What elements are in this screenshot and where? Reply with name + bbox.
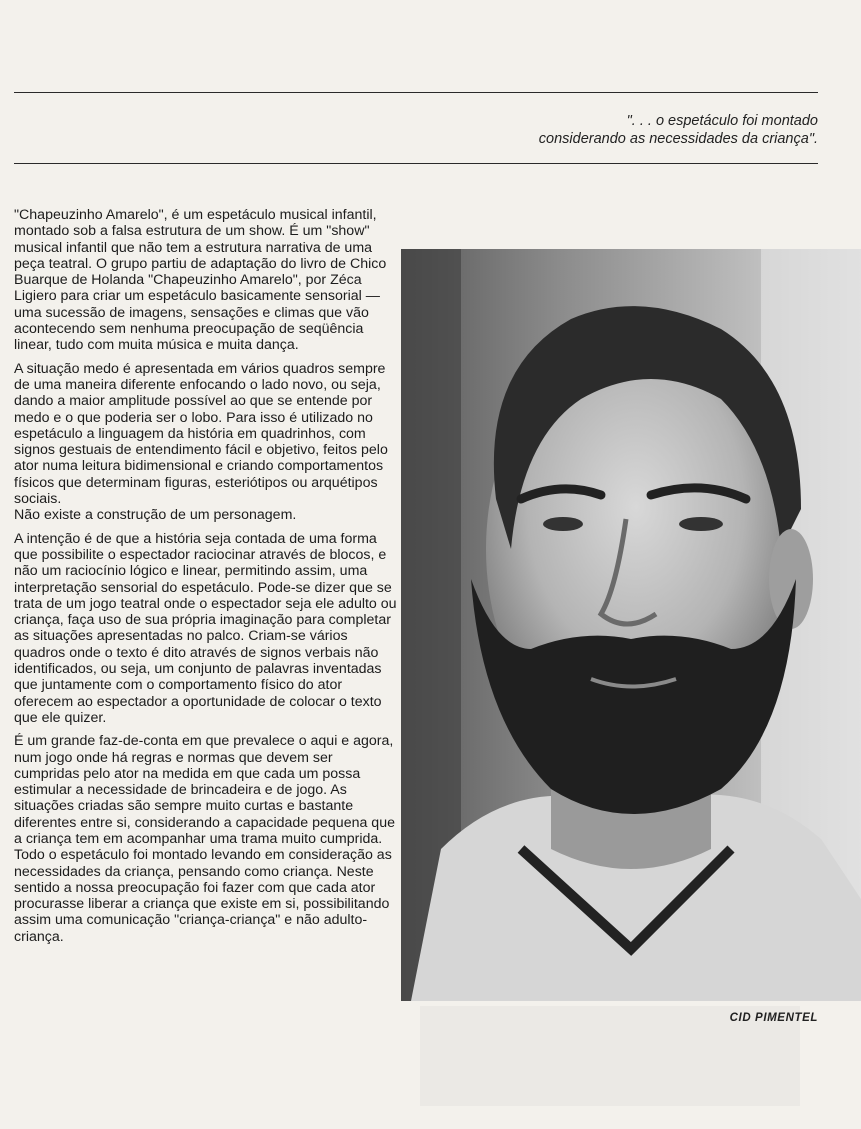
portrait-photo xyxy=(401,249,861,1001)
bottom-rule xyxy=(14,163,818,164)
paragraph-5: É um grande faz-de-conta em que prevalece o aqui e agora, num jogo onde há regras e normas que devem ser cumpridas pelo ator na medida em que cada um possa estimular a necessidade de brincadeira e de jogo. As situações criadas são sempre muito curtas e bastante diferentes entre si, considerando a capacidade pequena que a criança tem em acompanhar uma trama muito cumprida. xyxy=(14,733,395,847)
top-rule xyxy=(14,92,818,93)
paragraph-3: Não existe a construção de um personagem. xyxy=(14,507,297,524)
paragraph-2: A situação medo é apresentada em vários quadros sempre de uma maneira diferente enfocando o lado novo, ou seja, dando a maior amplitude possível ao que se entende por medo e o que poderia ser o lobo. Para isso é utilizado no espetáculo a linguagem da história em quadrinhos, com signos gestuais de entendimento fácil e objetivo, feitos pelo ator numa leitura bidimensional e criando comportamentos físicos que determinam figuras, esteriótipos ou arquétipos sociais. xyxy=(14,360,388,508)
pull-quote-line-1: ". . . o espetáculo foi montado xyxy=(626,113,818,129)
paragraph-4: A intenção é de que a história seja contada de uma forma que possibilite o espectador raciocinar através de blocos, e não um raciocínio lógico e linear, permitindo assim, uma interpretação sensorial do espetáculo. Pode-se dizer que se trata de um jogo teatral onde o espectador seja ele adulto ou criança, faça uso de sua própria imaginação para completar as situações apresentadas no palco. Criam-se vários quadros onde o texto é dito através de signos verbais não identificados, ou seja, um conjunto de palavras inventadas que juntamente com o comportamento físico do ator oferecem ao espectador a oportunidade de colocar o texto que ele quizer. xyxy=(14,530,397,726)
pull-quote xyxy=(539,112,818,148)
photo-caption: CID PIMENTEL xyxy=(729,1012,818,1024)
paragraph-6: Todo o espetáculo foi montado levando em consideração as necessidades da criança, pensando como criança. Neste sentido a nossa preocupação foi fazer com que cada ator procurasse liberar a criança que existe em si, possibilitando assim uma comunicação "criança-criança" e não adulto-criança. xyxy=(14,847,392,945)
pull-quote-line-2: considerando as necessidades da criança". xyxy=(538,131,818,147)
article-body xyxy=(14,207,399,952)
paragraph-1: "Chapeuzinho Amarelo", é um espetáculo musical infantil, montado sob a falsa estrutura de um show. É um "show" musical infantil que não tem a estrutura narrativa de uma peça teatral. O grupo partiu de adaptação do livro de Chico Buarque de Holanda "Chapeuzinho Amarelo", por Zéca Ligiero para criar um espetáculo basicamente sensorial — uma sucessão de imagens, sensações e climas que vão acontecendo sem nenhuma preocupação de seqüência linear, tudo com muita música e muita dança. xyxy=(14,207,387,354)
